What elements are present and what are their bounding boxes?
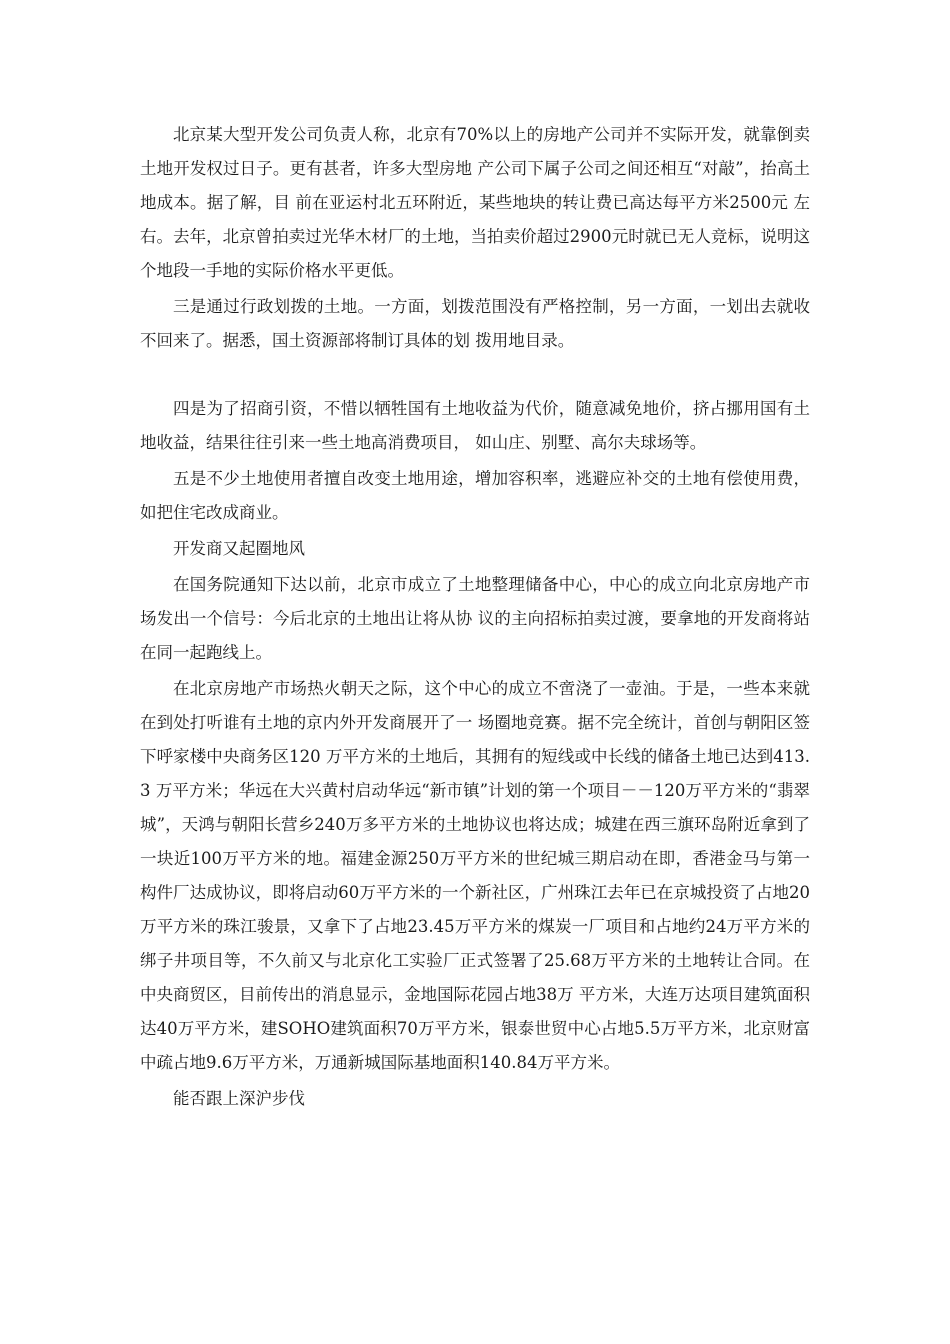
paragraph-land-competition: 在北京房地产市场热火朝天之际，这个中心的成立不啻浇了一壶油。于是，一些本来就在到处打听谁有土地的京内外开发商展开了一 场圈地竞赛。据不完全统计，首创与朝阳区签下呼家楼中央商务区120 万平方米的土地后，其拥有的短线或中长线的储备土地已达到413.3 万平方米；华远在大兴黄村启动华远“新市镇”计划的第一个项目－－120万平方米的“翡翠城”，天鸿与朝阳长营乡240万多平方米的土地协议也将达成；城建在西三旗环岛附近拿到了一块近100万平方米的地。福建金源250万平方米的世纪城三期启动在即，香港金马与第一构件厂达成协议，即将启动60万平方米的一个新社区，广州珠江去年已在京城投资了占地20万平方米的珠江骏景，又拿下了占地23.45万平方米的煤炭一厂项目和占地约24万平方米的绑子井项目等，不久前又与北京化工实验厂正式签署了25.68万平方米的土地转让合同。在中央商贸区，目前传出的消息显示，金地国际花园占地38万 平方米，大连万达项目建筑面积达40万平方米，建SOHO建筑面积70万平方米，银泰世贸中心占地5.5万平方米，北京财富中疏占地9.6万平方米，万通新城国际基地面积140.84万平方米。: [140, 679, 810, 1072]
paragraph-land-speculation: 北京某大型开发公司负责人称，北京有70%以上的房地产公司并不实际开发，就靠倒卖土地开发权过日子。更有甚者，许多大型房地 产公司下属子公司之间还相互“对敲”，抬高土地成本。据了解，目 前在亚运村北五环附近，某些地块的转让费已高达每平方米2500元 左右。去年，北京曾拍卖过光华木材厂的土地，当拍卖价超过2900元时就已无人竞标，说明这个地段一手地的实际价格水平更低。: [140, 125, 810, 280]
paragraph-point-three: 三是通过行政划拨的土地。一方面，划拨范围没有严格控制，另一方面，一划出去就收不回来了。据悉，国土资源部将制订具体的划 拨用地目录。: [140, 297, 810, 350]
paragraph-reserve-center: 在国务院通知下达以前，北京市成立了土地整理储备中心，中心的成立向北京房地产市场发出一个信号：今后北京的土地出让将从协 议的主向招标拍卖过渡，要拿地的开发商将站在同一起跑线上。: [140, 575, 810, 662]
section-heading-keep-pace: 能否跟上深沪步伐: [173, 1089, 305, 1108]
section-heading-land-grab: 开发商又起圈地风: [173, 539, 305, 558]
paragraph-point-four: 四是为了招商引资，不惜以牺牲国有土地收益为代价，随意减免地价，挤占挪用国有土地收益，结果往往引来一些土地高消费项目， 如山庄、别墅、高尔夫球场等。: [140, 399, 810, 452]
paragraph-point-five: 五是不少土地使用者擅自改变土地用途，增加容积率，逃避应补交的土地有偿使用费，如把住宅改成商业。: [140, 469, 810, 522]
document-body: [140, 118, 810, 1116]
